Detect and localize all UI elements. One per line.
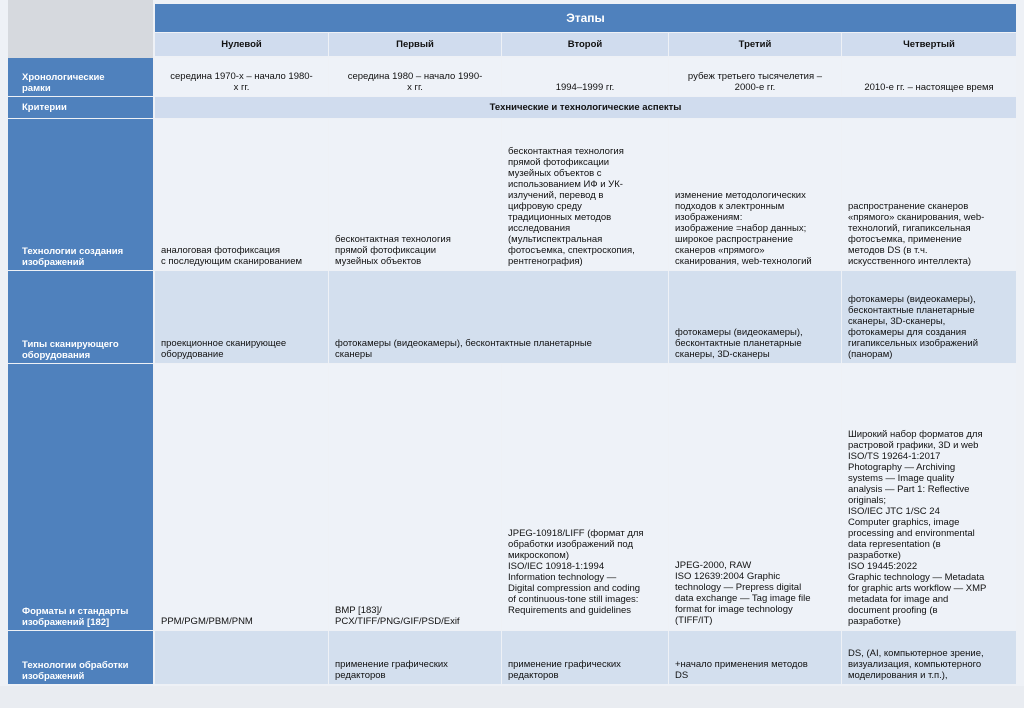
stages-header — [155, 4, 1016, 32]
stage-header-1 — [329, 33, 501, 56]
cell-text: бесконтактная технология прямой фотофиксации музейных объектов с использованием ИФ и УК- излучений, перевод в цифровую среду традиционных методов исследования (мультиспектральная фотосъемка, спектроскопия, рентгенография) — [508, 146, 635, 267]
cell-text: проекционное сканирующее оборудование — [161, 338, 287, 360]
row-label-formats: Форматы и стандарты изображений [182] — [8, 364, 153, 630]
row-label-scanners: Типы сканирующего оборудования — [8, 271, 153, 363]
processing-cell-0 — [155, 631, 328, 684]
stages-title: Этапы — [566, 11, 605, 25]
formats-cell-4 — [842, 364, 1016, 630]
stage-label: Первый — [396, 39, 434, 50]
cell-text: BMP [183]/ PCX/TIFF/PNG/GIF/PSD/Exif — [335, 605, 460, 627]
stage-header-0 — [155, 33, 328, 56]
corner-block — [8, 0, 153, 58]
tech-cell-4 — [842, 119, 1016, 270]
row-label-processing: Технологии обработки изображений — [8, 631, 153, 684]
row-label-chronology: Хронологические рамки — [8, 58, 153, 96]
stage-header-3 — [669, 33, 841, 56]
cell-text: JPEG-10918/LIFF (формат для обработки изображений под микроскопом) ISO/IEC 10918-1:1994 Information technology — Digital compression and coding of continuous-tone still images: Requirements and guidelines — [508, 528, 644, 616]
stage-label: Третий — [738, 39, 772, 50]
cell-text: +начало применения методов DS — [675, 659, 808, 681]
cell-text: JPEG-2000, RAW ISO 12639:2004 Graphic technology — Prepress digital data exchange — Tag image file format for image technology (TIFF/IT) — [675, 560, 811, 626]
cell-text: фотокамеры (видеокамеры), бесконтактные планетарные сканеры, 3D-сканеры, фотокамеры для создания гигапиксельных изображений (панорам) — [848, 294, 979, 360]
formats-cell-1 — [329, 364, 501, 630]
stage-header-2 — [502, 33, 668, 56]
cell-text: распространение сканеров «прямого» сканирования, web- технологий, гигапиксельная фотосъемка, применение методов DS (в т.ч. искусственного интеллекта) — [848, 201, 985, 267]
formats-cell-3 — [669, 364, 841, 630]
bottom-margin — [0, 686, 1024, 708]
scanners-cell-0 — [155, 271, 328, 363]
chronology-cell-1: середина 1980 – начало 1990- х гг. — [329, 58, 501, 96]
stage-header-4 — [842, 33, 1016, 56]
processing-cell-2 — [502, 631, 668, 684]
cell-text: применение графических редакторов — [335, 659, 448, 681]
stage-label: Нулевой — [221, 39, 262, 50]
cell-text: фотокамеры (видеокамеры), бесконтактные планетарные сканеры, 3D-сканеры — [675, 327, 803, 360]
processing-cell-4 — [842, 631, 1016, 684]
tech-cell-1 — [329, 119, 501, 270]
tech-cell-0 — [155, 119, 328, 270]
cell-text: Широкий набор форматов для растровой графики, 3D и web ISO/TS 19264-1:2017 Photography — Archiving systems — Image quality analysis — Part 1: Reflective originals; ISO/IEC JTC 1/SC 24 Computer graphics, image processing and environmental data representation (в разработке) ISO 19445:2022 Graphic technology — Metadata for graphic arts workflow — XMP metadata for image and document proofing (в разработке) — [848, 429, 987, 627]
processing-cell-3 — [669, 631, 841, 684]
cell-text: применение графических редакторов — [508, 659, 621, 681]
cell-text: изменение методологических подходов к электронным изображениям: изображение =набор данных; широкое распространение сканеров «прямого» сканирования, web-технологий — [675, 190, 812, 267]
chronology-cell-0: середина 1970-х – начало 1980- х гг. — [155, 58, 328, 96]
chronology-cell-4: 2010-е гг. – настоящее время — [842, 58, 1016, 96]
row-label-criteria: Критерии — [8, 97, 153, 118]
cell-text: аналоговая фотофиксация с последующим сканированием — [161, 245, 303, 267]
processing-cell-1 — [329, 631, 501, 684]
stage-label: Четвертый — [903, 39, 955, 50]
cell-text: DS, (AI, компьютерное зрение, визуализация, компьютерного моделирования и т.п.), — [848, 648, 984, 681]
formats-cell-0 — [155, 364, 328, 630]
cell-text: бесконтактная технология прямой фотофиксации музейных объектов — [335, 234, 451, 267]
formats-cell-2 — [502, 364, 668, 630]
tech-cell-3 — [669, 119, 841, 270]
chronology-cell-2: 1994–1999 гг. — [502, 58, 668, 96]
stage-label: Второй — [567, 39, 603, 50]
scanners-cell-3 — [669, 271, 841, 363]
criteria-value: Технические и технологические аспекты — [155, 97, 1016, 118]
tech-cell-2 — [502, 119, 668, 270]
chronology-cell-3: рубеж третьего тысячелетия – 2000-е гг. — [669, 58, 841, 96]
scanners-cell-4 — [842, 271, 1016, 363]
row-label-tech: Технологии создания изображений — [8, 119, 153, 270]
cell-text: PPM/PGM/PBM/PNM — [161, 616, 253, 627]
cell-text: фотокамеры (видеокамеры), бесконтактные планетарные сканеры — [335, 338, 592, 360]
scanners-cell-1-2 — [329, 271, 668, 363]
